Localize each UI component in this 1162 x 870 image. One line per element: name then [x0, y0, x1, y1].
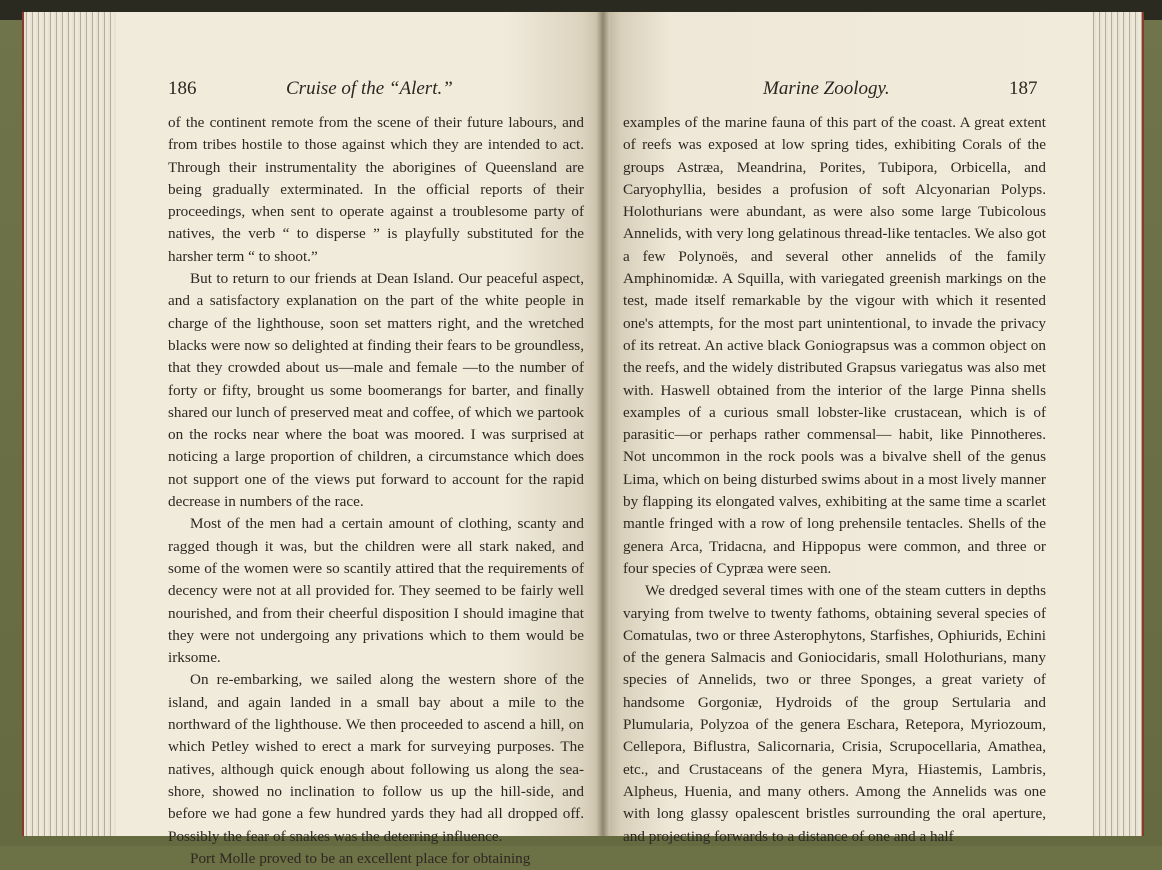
- left-page-header: [168, 78, 584, 104]
- left-paragraph: Most of the men had a certain amount of clothing, scanty and ragged though it was, but the children were all stark naked, and some of the women were so scantily attired that the requirements of decency were not at all provided for. They seemed to be fairly well nourished, and from their cheerful disposition I should imagine that they were not undergoing any privations which to them would be irksome.: [168, 515, 584, 667]
- left-page-edges: [22, 12, 124, 836]
- book-gutter: [596, 12, 610, 836]
- right-running-title: Marine Zoology.: [763, 78, 890, 99]
- right-page-header: [623, 78, 1046, 104]
- left-page-body: [168, 112, 584, 870]
- right-paragraph: examples of the marine fauna of this part of the coast. A great extent of reefs was exposed at low spring tides, exhibiting Corals of the groups Astræa, Meandrina, Porites, Tubipora, Orbicella, and Caryophyllia, besides a profusion of soft Alcyonarian Polyps. Holothurians were abundant, as were also some large Tubicolous Annelids, with very long gelatinous thread-like tentacles. We also got a few Polynoës, and several other annelids of the family Amphinomidæ. A Squilla, with variegated greenish markings on the test, made itself remarkable by the vigour with which it resented one's attempts, for the most part unintentional, to invade the privacy of its retreat. An active black Goniograpsus was a common object on the reefs, and the widely distributed Grapsus variegatus was also met with. Haswell obtained from the interior of the large Pinna shells examples of a curious small lobster-like crustacean, which is of parasitic—or perhaps rather commensal— habit, like Pinnotheres. Not uncommon in the rock pools was a bivalve shell of the genus Lima, which on being disturbed swims about in a most lively manner by flapping its elongated valves, exhibiting at the same time a scarlet mantle fringed with a row of long prehensile tentacles. Shells of the genera Arca, Tridacna, and Hippopus were common, and three or four species of Cypræa were seen.: [623, 114, 1046, 577]
- left-paragraph: On re-embarking, we sailed along the western shore of the island, and again landed in a small bay about a mile to the northward of the lighthouse. We then proceeded to ascend a hill, on which Petley wished to erect a mark for surveying purposes. The natives, although quick enough about following us along the sea-shore, showed no inclination to follow us up the hill-side, and before we had gone a few hundred yards they had all dropped off. Possibly the fear of snakes was the deterring influence.: [168, 671, 584, 845]
- left-paragraph: But to return to our friends at Dean Island. Our peaceful aspect, and a satisfactory explanation on the part of the white people in charge of the lighthouse, soon set matters right, and the wretched blacks were now so delighted at finding their fears to be groundless, that they crowded about us—male and female —to the number of forty or fifty, brought us some boomerangs for barter, and finally shared our lunch of preserved meat and coffee, of which we partook on the rocks near where the boat was moored. I was surprised at noticing a large proportion of children, a circumstance which does not support one of the views put forward to account for the rapid decrease in numbers of the race.: [168, 270, 584, 511]
- right-page-number: 187: [1009, 78, 1038, 99]
- left-paragraph: of the continent remote from the scene of their future labours, and from tribes hostile to those against which they are intended to act. Through their instrumentality the aborigines of Queensland are being gradually exterminated. In the official reports of their proceedings, when sent to operate against a troublesome party of natives, the verb “ to disperse ” is playfully substituted for the harsher term “ to shoot.”: [168, 114, 584, 265]
- right-page-body: [623, 112, 1046, 848]
- left-page-number: 186: [168, 78, 197, 99]
- left-paragraph: Port Molle proved to be an excellent place for obtaining: [190, 849, 531, 867]
- left-running-title: Cruise of the “Alert.”: [286, 78, 453, 99]
- right-page-edges: [1090, 12, 1144, 836]
- right-paragraph: We dredged several times with one of the steam cutters in depths varying from twelve to twenty fathoms, obtaining several species of Comatulas, two or three Asterophytons, Starfishes, Ophiurids, Echini of the genera Salmacis and Goniocidaris, small Holothurians, many species of Annelids, two or three Sponges, a great variety of handsome Gorgoniæ, Hydroids of the group Sertularia and Plumularia, Polyzoa of the genera Eschara, Retepora, Myriozoum, Cellepora, Biflustra, Salicornaria, Crisia, Scrupocellaria, Amathea, etc., and Crustaceans of the genera Myra, Hiastemis, Lambris, Alpheus, Huenia, and many others. Among the Annelids was one with long glassy opalescent bristles surrounding the oral aperture, and projecting forwards to a distance of one and a half: [623, 582, 1046, 845]
